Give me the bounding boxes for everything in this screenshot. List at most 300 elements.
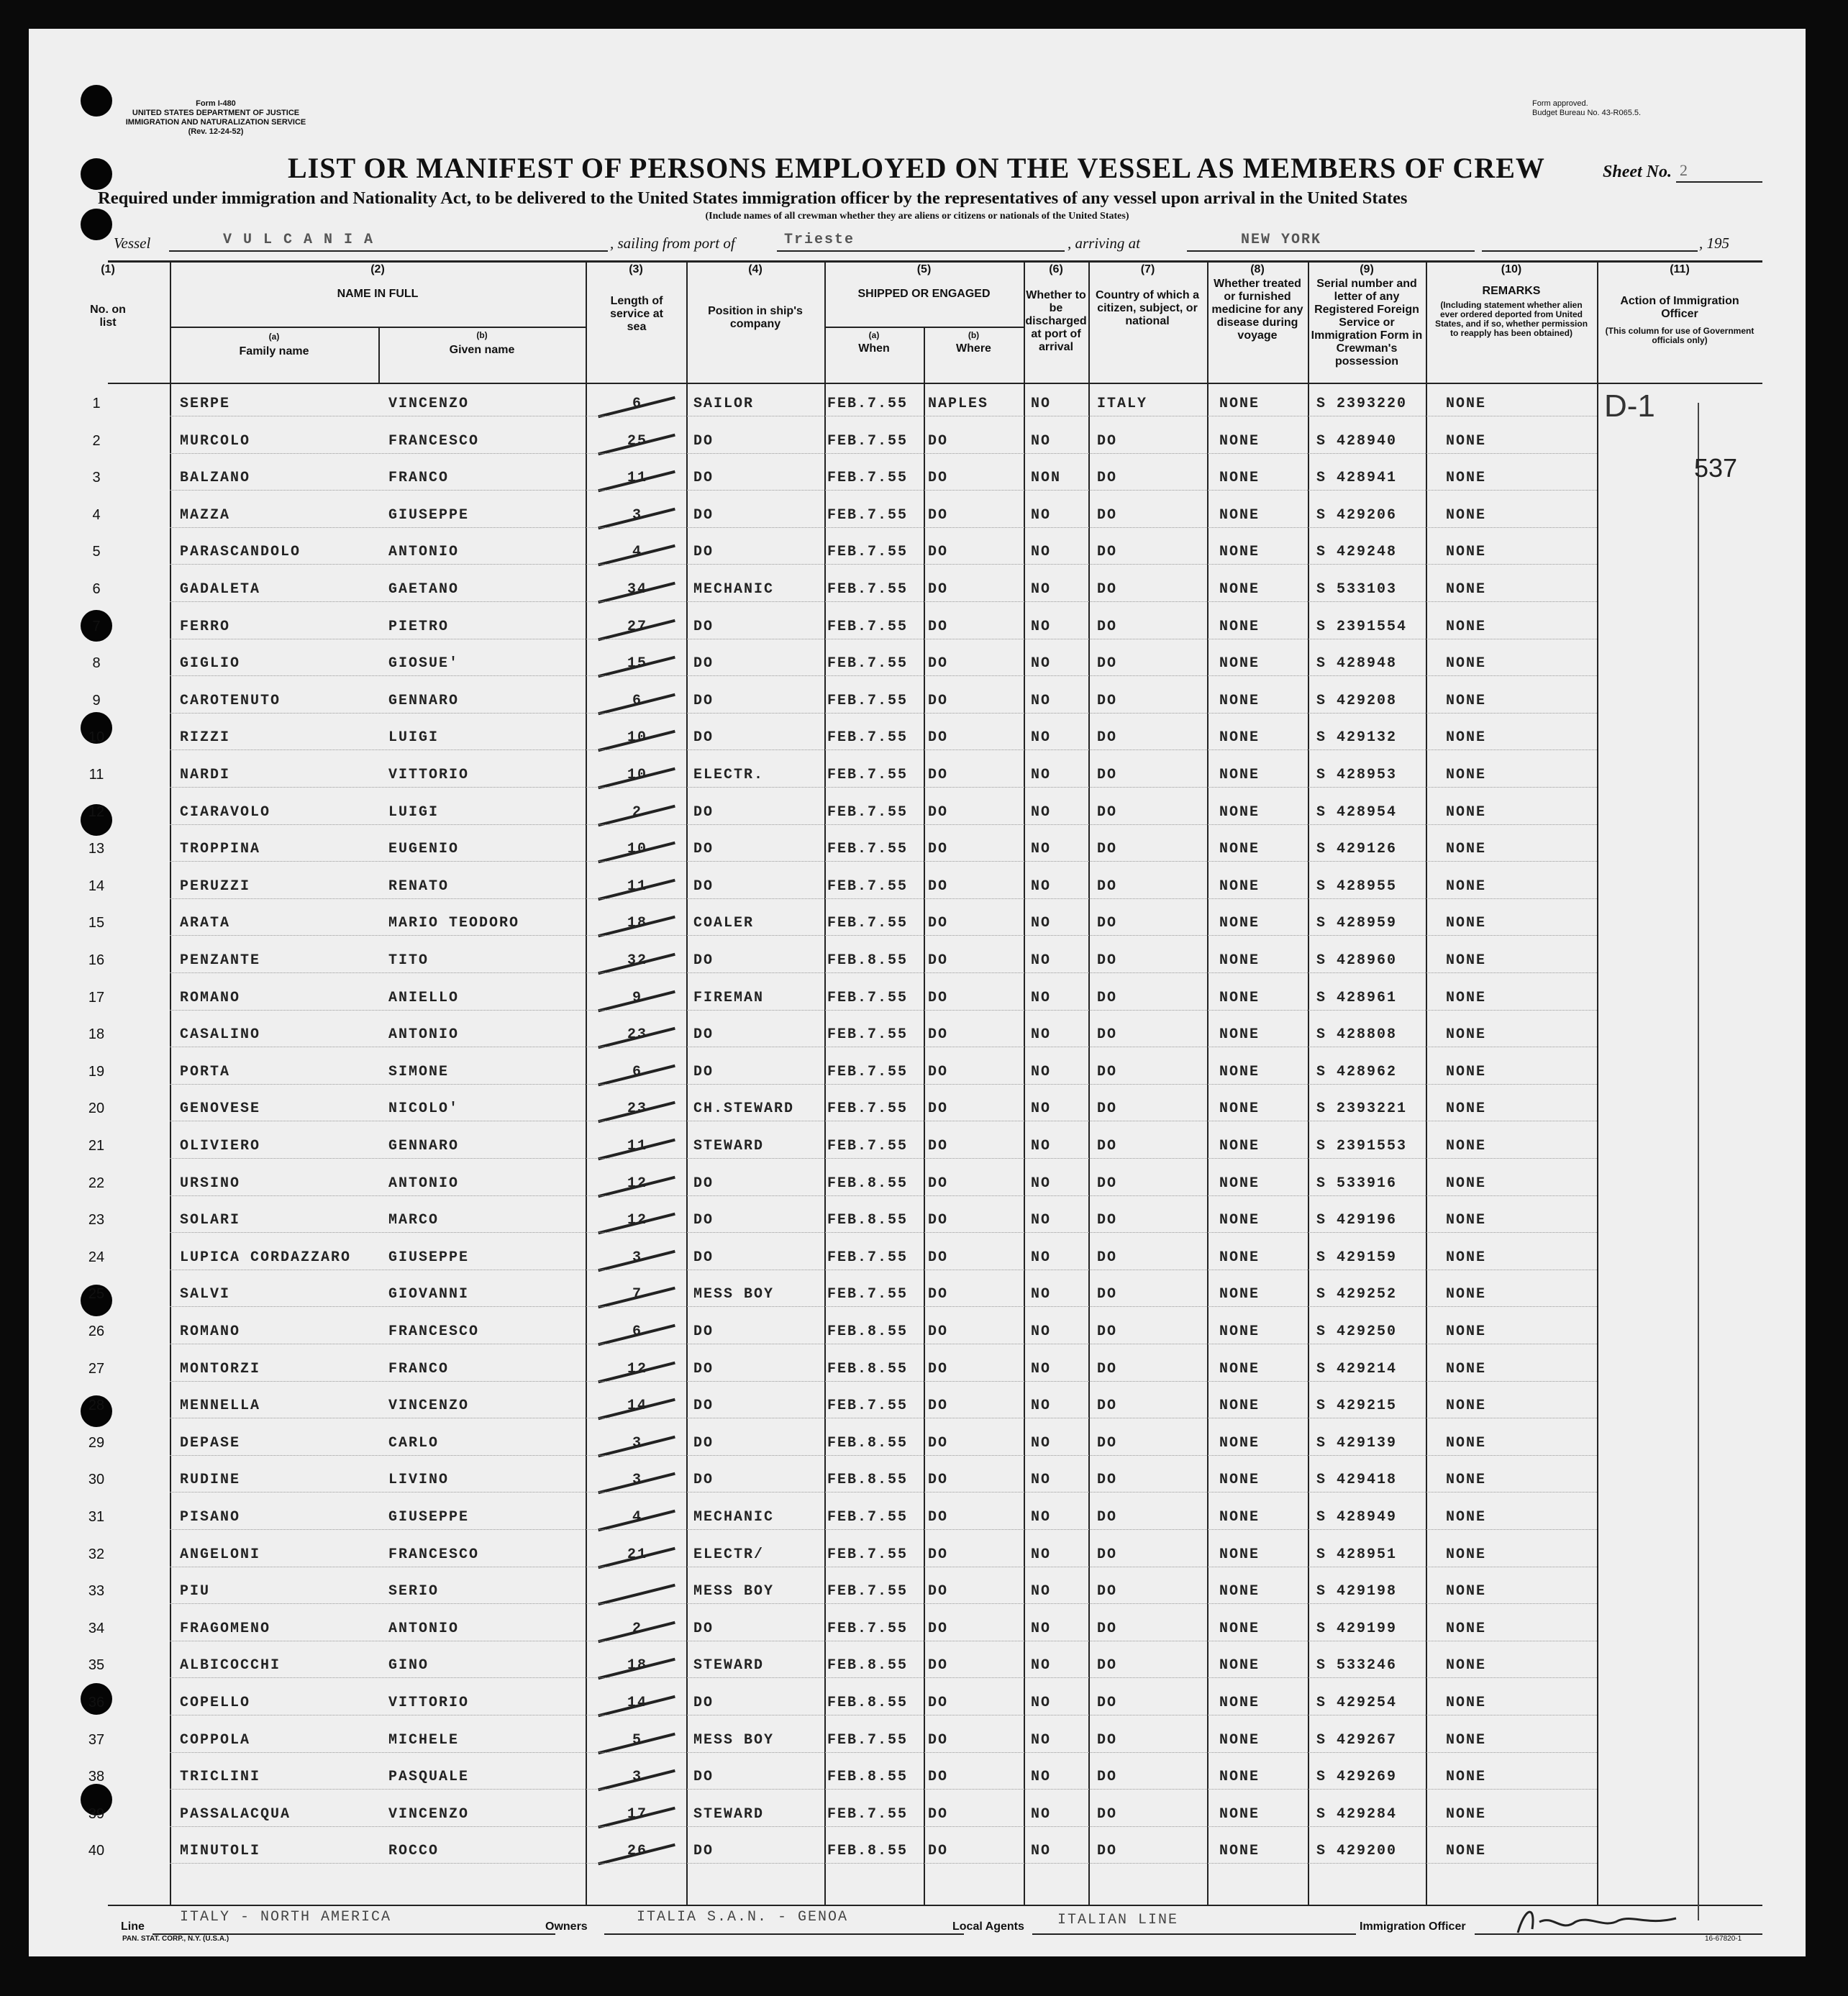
- serial-number-cell: S 428954: [1316, 803, 1398, 821]
- remarks-cell: NONE: [1446, 618, 1487, 635]
- family-name-cell: PIU: [180, 1583, 211, 1600]
- service: IMMIGRATION AND NATURALIZATION SERVICE: [125, 118, 306, 127]
- table-row: [88, 1502, 1762, 1539]
- shipped-where-cell: DO: [928, 1731, 949, 1749]
- family-name-cell: PASSALACQUA: [180, 1805, 291, 1823]
- table-row: [88, 1242, 1762, 1280]
- remarks-cell: NONE: [1446, 1620, 1487, 1637]
- medicine-cell: NONE: [1219, 432, 1260, 450]
- medicine-cell: NONE: [1219, 1360, 1260, 1377]
- country-cell: DO: [1097, 581, 1118, 598]
- country-cell: DO: [1097, 1249, 1118, 1266]
- row-number-cell: 36: [88, 1695, 105, 1710]
- name-subheader-line: [170, 327, 586, 328]
- given-name-cell: LUIGI: [388, 729, 440, 747]
- row-baseline: [170, 787, 1597, 788]
- serial-number-cell: S 429139: [1316, 1434, 1398, 1452]
- col-number-6: (6): [1049, 263, 1063, 275]
- position-cell: DO: [693, 1695, 714, 1711]
- remarks-cell: NONE: [1446, 1657, 1487, 1674]
- medicine-cell: NONE: [1219, 544, 1260, 561]
- medicine-cell: NONE: [1219, 692, 1260, 709]
- table-row: [88, 797, 1762, 834]
- table-row: [88, 1799, 1762, 1836]
- row-baseline: [170, 1306, 1597, 1307]
- family-name-cell: PISANO: [180, 1509, 241, 1526]
- country-cell: DO: [1097, 692, 1118, 709]
- table-row: [88, 1168, 1762, 1206]
- length-of-service-cell: 18: [627, 1657, 647, 1674]
- given-name-cell: ANIELLO: [388, 989, 460, 1006]
- discharged-cell: NO: [1031, 841, 1052, 858]
- given-name-cell: VINCENZO: [388, 1398, 470, 1415]
- col-number-9: (9): [1360, 263, 1374, 275]
- medicine-cell: NONE: [1219, 1249, 1260, 1266]
- shipped-where-cell: DO: [928, 1843, 949, 1860]
- budget-line: Budget Bureau No. 43-R065.5.: [1532, 109, 1642, 117]
- length-of-service-cell: 12: [627, 1212, 647, 1229]
- remarks-cell: NONE: [1446, 1175, 1487, 1192]
- country-cell: DO: [1097, 544, 1118, 561]
- shipped-when-cell: FEB.8.55: [827, 952, 909, 969]
- discharged-cell: NO: [1031, 1731, 1052, 1749]
- length-of-service-cell: 9: [632, 989, 642, 1006]
- row-baseline: [170, 1789, 1597, 1790]
- row-number-cell: 8: [92, 655, 101, 672]
- port-value: Trieste: [784, 232, 855, 248]
- line-label: Line: [121, 1920, 145, 1933]
- family-name-cell: CAROTENUTO: [180, 692, 281, 709]
- serial-number-cell: S 428951: [1316, 1546, 1398, 1563]
- shipped-where-cell: DO: [928, 915, 949, 932]
- remarks-cell: NONE: [1446, 841, 1487, 858]
- shipped-where-cell: DO: [928, 655, 949, 673]
- discharged-cell: NO: [1031, 989, 1052, 1006]
- discharged-cell: NO: [1031, 1286, 1052, 1303]
- arriving-line: [1187, 250, 1475, 252]
- shipped-where-cell: DO: [928, 1286, 949, 1303]
- row-baseline: [170, 490, 1597, 491]
- medicine-cell: NONE: [1219, 396, 1260, 412]
- row-baseline: [170, 972, 1597, 973]
- row-number-cell: 10: [88, 729, 105, 746]
- medicine-header: Whether treated or furnished medicine for any disease during voyage: [1211, 278, 1303, 342]
- remarks-cell: NONE: [1446, 1398, 1487, 1415]
- length-of-service-cell: 6: [632, 1063, 642, 1080]
- col-number-8: (8): [1250, 263, 1265, 275]
- discharged-cell: NO: [1031, 1695, 1052, 1711]
- position-cell: DO: [693, 1026, 714, 1044]
- remarks-cell: NONE: [1446, 655, 1487, 673]
- position-cell: DO: [693, 878, 714, 895]
- medicine-cell: NONE: [1219, 841, 1260, 858]
- given-name-cell: GENNARO: [388, 692, 460, 709]
- family-name-cell: MENNELLA: [180, 1398, 261, 1415]
- local-agents-label: Local Agents: [952, 1920, 1024, 1933]
- country-cell: DO: [1097, 1472, 1118, 1489]
- shipped-when-cell: FEB.7.55: [827, 1805, 909, 1823]
- shipped-when-cell: FEB.7.55: [827, 692, 909, 709]
- family-name-header: Family name: [239, 345, 309, 357]
- length-of-service-cell: 6: [632, 396, 642, 412]
- position-cell: DO: [693, 1175, 714, 1192]
- table-row: [88, 945, 1762, 983]
- length-of-service-cell: 3: [632, 1472, 642, 1489]
- given-name-cell: MARCO: [388, 1212, 440, 1229]
- row-baseline: [170, 1195, 1597, 1196]
- where-sub-b: (b): [968, 330, 980, 340]
- row-number-cell: 37: [88, 1731, 105, 1748]
- medicine-cell: NONE: [1219, 1212, 1260, 1229]
- family-name-cell: ARATA: [180, 915, 231, 932]
- serial-number-cell: S 429252: [1316, 1286, 1398, 1303]
- table-row: [92, 426, 1762, 463]
- medicine-cell: NONE: [1219, 1769, 1260, 1786]
- length-of-service-cell: 5: [632, 1731, 642, 1749]
- medicine-cell: NONE: [1219, 915, 1260, 932]
- table-row: [88, 760, 1762, 797]
- family-name-cell: TROPPINA: [180, 841, 261, 858]
- medicine-cell: NONE: [1219, 729, 1260, 747]
- length-of-service-cell: 10: [627, 767, 647, 783]
- row-baseline: [170, 1084, 1597, 1085]
- remarks-cell: NONE: [1446, 1100, 1487, 1118]
- shipped-when-cell: FEB.8.55: [827, 1175, 909, 1192]
- row-baseline: [170, 1677, 1597, 1678]
- position-cell: DO: [693, 1323, 714, 1340]
- approval-line: Form approved.: [1532, 99, 1588, 108]
- serial-number-cell: S 428959: [1316, 915, 1398, 932]
- shipped-when-cell: FEB.7.55: [827, 1100, 909, 1118]
- header-bottom-border: [108, 383, 1762, 384]
- serial-number-cell: S 428948: [1316, 655, 1398, 673]
- no-on-list-header: No. on list: [90, 304, 126, 329]
- shipped-when-cell: FEB.7.55: [827, 729, 909, 747]
- row-number-cell: 2: [92, 432, 101, 449]
- medicine-cell: NONE: [1219, 1805, 1260, 1823]
- serial-number-cell: S 2393221: [1316, 1100, 1408, 1118]
- medicine-cell: NONE: [1219, 1843, 1260, 1860]
- given-name-cell: GINO: [388, 1657, 429, 1674]
- immigration-officer-label: Immigration Officer: [1360, 1920, 1466, 1933]
- given-name-cell: VINCENZO: [388, 1805, 470, 1823]
- medicine-cell: NONE: [1219, 803, 1260, 821]
- family-name-cell: MONTORZI: [180, 1360, 261, 1377]
- medicine-cell: NONE: [1219, 952, 1260, 969]
- row-number-cell: 20: [88, 1100, 105, 1117]
- serial-number-cell: S 428960: [1316, 952, 1398, 969]
- position-cell: DO: [693, 841, 714, 858]
- discharged-cell: NO: [1031, 1063, 1052, 1080]
- shipped-when-cell: FEB.8.55: [827, 1843, 909, 1860]
- shipped-where-cell: DO: [928, 1360, 949, 1377]
- remarks-cell: NONE: [1446, 1695, 1487, 1711]
- department: UNITED STATES DEPARTMENT OF JUSTICE: [132, 109, 300, 117]
- arriving-label: , arriving at: [1068, 234, 1140, 252]
- serial-number-cell: S 429214: [1316, 1360, 1398, 1377]
- medicine-cell: NONE: [1219, 1398, 1260, 1415]
- table-row: [88, 1650, 1762, 1687]
- shipped-when-cell: FEB.8.55: [827, 1434, 909, 1452]
- discharged-cell: NO: [1031, 1175, 1052, 1192]
- given-name-cell: ANTONIO: [388, 1175, 460, 1192]
- remarks-cell: NONE: [1446, 1286, 1487, 1303]
- row-number-cell: 30: [88, 1472, 105, 1488]
- shipped-where-cell: DO: [928, 729, 949, 747]
- family-name-cell: MINUTOLI: [180, 1843, 261, 1860]
- serial-number-cell: S 429215: [1316, 1398, 1398, 1415]
- country-cell: DO: [1097, 1731, 1118, 1749]
- serial-number-cell: S 429196: [1316, 1212, 1398, 1229]
- table-row: [88, 722, 1762, 760]
- shipped-where-cell: DO: [928, 1100, 949, 1118]
- remarks-cell: NONE: [1446, 1434, 1487, 1452]
- country-cell: DO: [1097, 1286, 1118, 1303]
- country-cell: ITALY: [1097, 396, 1148, 412]
- family-name-cell: SOLARI: [180, 1212, 241, 1229]
- shipped-when-cell: FEB.7.55: [827, 1063, 909, 1080]
- shipped-where-cell: DO: [928, 1063, 949, 1080]
- given-name-cell: TITO: [388, 952, 429, 969]
- shipped-where-cell: DO: [928, 432, 949, 450]
- shipped-when-cell: FEB.7.55: [827, 915, 909, 932]
- length-of-service-cell: 32: [627, 952, 647, 969]
- discharged-cell: NO: [1031, 544, 1052, 561]
- row-number-cell: 24: [88, 1249, 105, 1265]
- serial-number-cell: S 428940: [1316, 432, 1398, 450]
- shipped-where-cell: DO: [928, 878, 949, 895]
- table-row: [88, 1057, 1762, 1094]
- shipped-where-cell: DO: [928, 1472, 949, 1489]
- discharged-cell: NO: [1031, 952, 1052, 969]
- length-of-service-cell: 10: [627, 729, 647, 747]
- length-of-service-cell: 12: [627, 1175, 647, 1192]
- position-cell: MESS BOY: [693, 1583, 775, 1600]
- remarks-cell: NONE: [1446, 692, 1487, 709]
- shipped-where-cell: DO: [928, 1695, 949, 1711]
- country-cell: DO: [1097, 729, 1118, 747]
- discharged-cell: NON: [1031, 470, 1062, 487]
- row-number-cell: 14: [88, 878, 105, 894]
- medicine-cell: NONE: [1219, 1063, 1260, 1080]
- length-of-service-cell: 10: [627, 841, 647, 858]
- medicine-cell: NONE: [1219, 767, 1260, 783]
- position-cell: STEWARD: [693, 1805, 765, 1823]
- position-cell: DO: [693, 432, 714, 450]
- row-number-cell: 7: [92, 618, 101, 634]
- medicine-cell: NONE: [1219, 1546, 1260, 1563]
- table-row: [88, 834, 1762, 871]
- family-name-cell: CASALINO: [180, 1026, 261, 1044]
- given-name-cell: SIMONE: [388, 1063, 450, 1080]
- shipped-when-cell: FEB.7.55: [827, 544, 909, 561]
- shipped-when-cell: FEB.7.55: [827, 1583, 909, 1600]
- discharged-cell: NO: [1031, 729, 1052, 747]
- given-name-cell: PIETRO: [388, 618, 450, 635]
- length-of-service-cell: 3: [632, 1249, 642, 1266]
- shipped-where-cell: DO: [928, 1138, 949, 1154]
- row-number-cell: 21: [88, 1138, 105, 1154]
- row-number-cell: 4: [92, 506, 101, 523]
- serial-number-cell: S 429208: [1316, 692, 1398, 709]
- serial-number-cell: S 429269: [1316, 1769, 1398, 1786]
- length-of-service-cell: 34: [627, 581, 647, 598]
- row-baseline: [170, 1232, 1597, 1233]
- page-title: LIST OR MANIFEST OF PERSONS EMPLOYED ON THE VESSEL AS MEMBERS OF CREW: [288, 152, 1545, 184]
- country-cell: DO: [1097, 915, 1118, 932]
- row-number-cell: 15: [88, 915, 105, 931]
- action-note: (This column for use of Government officials only): [1605, 326, 1754, 345]
- country-cell: DO: [1097, 1026, 1118, 1044]
- col-number-4: (4): [748, 263, 763, 275]
- remarks-cell: NONE: [1446, 729, 1487, 747]
- family-name-cell: GENOVESE: [180, 1100, 261, 1118]
- serial-number-cell: S 533103: [1316, 581, 1398, 598]
- name-in-full-header: NAME IN FULL: [337, 288, 419, 300]
- shipped-where-cell: DO: [928, 1769, 949, 1786]
- given-name-cell: MICHELE: [388, 1731, 460, 1749]
- length-of-service-cell: 12: [627, 1360, 647, 1377]
- row-number-cell: 13: [88, 841, 105, 857]
- discharged-cell: NO: [1031, 1843, 1052, 1860]
- serial-number-cell: S 533916: [1316, 1175, 1398, 1192]
- serial-number-cell: S 429159: [1316, 1249, 1398, 1266]
- medicine-cell: NONE: [1219, 1695, 1260, 1711]
- table-row: [88, 983, 1762, 1020]
- length-of-service-cell: 11: [627, 878, 647, 895]
- position-cell: MESS BOY: [693, 1286, 775, 1303]
- shipped-when-cell: FEB.7.55: [827, 618, 909, 635]
- row-number-cell: 33: [88, 1583, 105, 1600]
- medicine-cell: NONE: [1219, 1026, 1260, 1044]
- remarks-cell: NONE: [1446, 544, 1487, 561]
- country-cell: DO: [1097, 1434, 1118, 1452]
- given-name-cell: GAETANO: [388, 581, 460, 598]
- serial-number-cell: S 428941: [1316, 470, 1398, 487]
- serial-number-cell: S 429126: [1316, 841, 1398, 858]
- shipped-where-cell: DO: [928, 1398, 949, 1415]
- position-header: Position in ship's company: [708, 305, 803, 330]
- include-note: (Include names of all crewman whether they are aliens or citizens or nationals of the United States): [705, 211, 1129, 222]
- remarks-cell: NONE: [1446, 1323, 1487, 1340]
- given-name-cell: GENNARO: [388, 1138, 460, 1154]
- shipped-where-cell: DO: [928, 803, 949, 821]
- table-row: [88, 1464, 1762, 1502]
- position-cell: DO: [693, 1398, 714, 1415]
- medicine-cell: NONE: [1219, 1323, 1260, 1340]
- serial-header: Serial number and letter of any Registered Foreign Service or Immigration Form in Crewman's possession: [1311, 278, 1423, 368]
- given-name-cell: VITTORIO: [388, 767, 470, 783]
- given-name-cell: LUIGI: [388, 803, 440, 821]
- given-name-cell: ANTONIO: [388, 544, 460, 561]
- country-cell: DO: [1097, 1398, 1118, 1415]
- position-cell: DO: [693, 1360, 714, 1377]
- family-name-cell: PENZANTE: [180, 952, 261, 969]
- row-baseline: [170, 935, 1597, 936]
- country-cell: DO: [1097, 1769, 1118, 1786]
- given-name-cell: GIUSEPPE: [388, 1509, 470, 1526]
- medicine-cell: NONE: [1219, 1509, 1260, 1526]
- row-number-cell: 3: [92, 470, 101, 486]
- when-header: When: [858, 342, 890, 355]
- table-row: [92, 685, 1762, 723]
- medicine-cell: NONE: [1219, 1657, 1260, 1674]
- country-cell: DO: [1097, 470, 1118, 487]
- discharged-cell: NO: [1031, 767, 1052, 783]
- medicine-cell: NONE: [1219, 1434, 1260, 1452]
- position-cell: DO: [693, 1472, 714, 1489]
- country-cell: DO: [1097, 878, 1118, 895]
- length-of-service-header: Length of service at sea: [610, 295, 663, 333]
- row-number-cell: 23: [88, 1212, 105, 1229]
- row-number-cell: 17: [88, 989, 105, 1006]
- shipped-when-cell: FEB.7.55: [827, 1286, 909, 1303]
- row-number-cell: 25: [88, 1286, 105, 1303]
- given-name-cell: FRANCESCO: [388, 1323, 480, 1340]
- discharged-cell: NO: [1031, 1620, 1052, 1637]
- family-name-cell: COPELLO: [180, 1695, 251, 1711]
- shipped-where-cell: DO: [928, 506, 949, 524]
- shipped-when-cell: FEB.7.55: [827, 989, 909, 1006]
- country-cell: DO: [1097, 1657, 1118, 1674]
- family-name-cell: PARASCANDOLO: [180, 544, 301, 561]
- row-baseline: [170, 713, 1597, 714]
- discharged-cell: NO: [1031, 1100, 1052, 1118]
- discharged-cell: NO: [1031, 1398, 1052, 1415]
- country-cell: DO: [1097, 1175, 1118, 1192]
- position-cell: DO: [693, 1620, 714, 1637]
- row-number-cell: 31: [88, 1509, 105, 1525]
- shipped-where-cell: DO: [928, 952, 949, 969]
- position-cell: STEWARD: [693, 1657, 765, 1674]
- remarks-cell: NONE: [1446, 989, 1487, 1006]
- row-number-cell: 35: [88, 1657, 105, 1674]
- row-baseline: [170, 1381, 1597, 1382]
- country-cell: DO: [1097, 1212, 1118, 1229]
- position-cell: ELECTR/: [693, 1546, 765, 1563]
- discharged-cell: NO: [1031, 1657, 1052, 1674]
- given-name-cell: LIVINO: [388, 1472, 450, 1489]
- vessel-name: VULCANIA: [223, 232, 385, 248]
- table-row: [88, 1836, 1762, 1873]
- remarks-cell: NONE: [1446, 803, 1487, 821]
- shipped-when-cell: FEB.7.55: [827, 470, 909, 487]
- row-baseline: [170, 1529, 1597, 1530]
- serial-number-cell: S 428949: [1316, 1509, 1398, 1526]
- date-line: [1482, 250, 1698, 252]
- length-of-service-cell: 6: [632, 1323, 642, 1340]
- country-cell: DO: [1097, 1360, 1118, 1377]
- table-row: [88, 1687, 1762, 1725]
- owners-value: ITALIA S.A.N. - GENOA: [637, 1909, 849, 1926]
- length-of-service-cell: 23: [627, 1100, 647, 1118]
- shipped-or-engaged-header: SHIPPED OR ENGAGED: [857, 288, 991, 300]
- length-of-service-cell: 3: [632, 1434, 642, 1452]
- row-baseline: [170, 861, 1597, 862]
- row-baseline: [170, 1603, 1597, 1604]
- shipped-when-cell: FEB.7.55: [827, 1731, 909, 1749]
- shipped-when-cell: FEB.7.55: [827, 1398, 909, 1415]
- country-cell: DO: [1097, 655, 1118, 673]
- serial-number-cell: S 429254: [1316, 1695, 1398, 1711]
- table-row: [92, 611, 1762, 649]
- given-name-cell: PASQUALE: [388, 1769, 470, 1786]
- shipped-when-cell: FEB.7.55: [827, 1249, 909, 1266]
- row-baseline: [170, 1492, 1597, 1493]
- family-name-cell: ANGELONI: [180, 1546, 261, 1563]
- row-number-cell: 18: [88, 1026, 105, 1043]
- year-label: , 195: [1699, 234, 1729, 252]
